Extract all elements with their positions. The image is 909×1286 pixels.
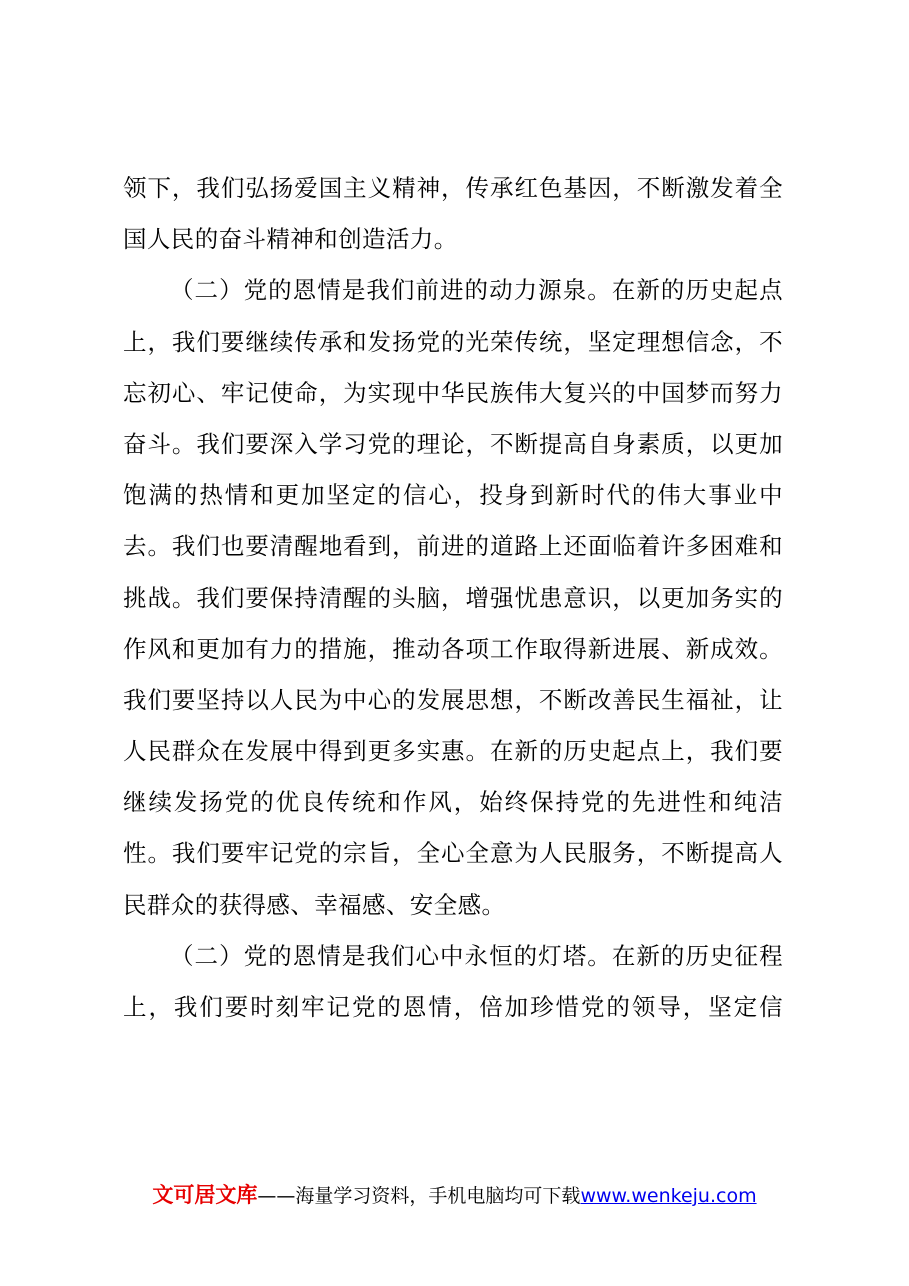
text-line: 上，我们要继续传承和发扬党的光荣传统，坚定理想信念，不 bbox=[123, 327, 783, 356]
footer-link[interactable]: www.wenkeju.com bbox=[580, 1185, 757, 1207]
paragraph-heading-line: （二）党的恩情是我们心中永恒的灯塔。在新的历史征程 bbox=[170, 941, 783, 970]
text-line: 我们要坚持以人民为中心的发展思想，不断改善民生福祉，让 bbox=[123, 685, 783, 714]
text-line: 民群众的获得感、幸福感、安全感。 bbox=[123, 890, 506, 919]
text-line: 挑战。我们要保持清醒的头脑，增强忧患意识，以更加务实的 bbox=[123, 583, 783, 612]
paragraph-heading-line: （二）党的恩情是我们前进的动力源泉。在新的历史起点 bbox=[170, 276, 783, 305]
text-line: 继续发扬党的优良传统和作风，始终保持党的先进性和纯洁 bbox=[123, 788, 783, 817]
text-line: 去。我们也要清醒地看到，前进的道路上还面临着许多困难和 bbox=[123, 532, 783, 561]
footer-slogan: ——海量学习资料，手机电脑均可下载 bbox=[257, 1185, 581, 1207]
text-line: 作风和更加有力的措施，推动各项工作取得新进展、新成效。 bbox=[123, 634, 783, 663]
text-line: 领下，我们弘扬爱国主义精神，传承红色基因，不断激发着全 bbox=[123, 174, 783, 202]
text-line: 忘初心、牢记使命，为实现中华民族伟大复兴的中国梦而努力 bbox=[123, 378, 783, 407]
text-line: 性。我们要牢记党的宗旨，全心全意为人民服务，不断提高人 bbox=[123, 839, 783, 868]
document-body bbox=[123, 163, 783, 1033]
text-line: 人民群众在发展中得到更多实惠。在新的历史起点上，我们要 bbox=[123, 737, 783, 766]
footer-brand: 文可居文库 bbox=[152, 1183, 258, 1207]
text-line: 国人民的奋斗精神和创造活力。 bbox=[123, 225, 458, 254]
text-line: 上，我们要时刻牢记党的恩情，倍加珍惜党的领导，坚定信 bbox=[123, 993, 783, 1021]
footer-banner bbox=[0, 1180, 909, 1211]
text-line: 奋斗。我们要深入学习党的理论，不断提高自身素质，以更加 bbox=[123, 429, 783, 458]
text-line: 饱满的热情和更加坚定的信心，投身到新时代的伟大事业中 bbox=[123, 481, 783, 510]
